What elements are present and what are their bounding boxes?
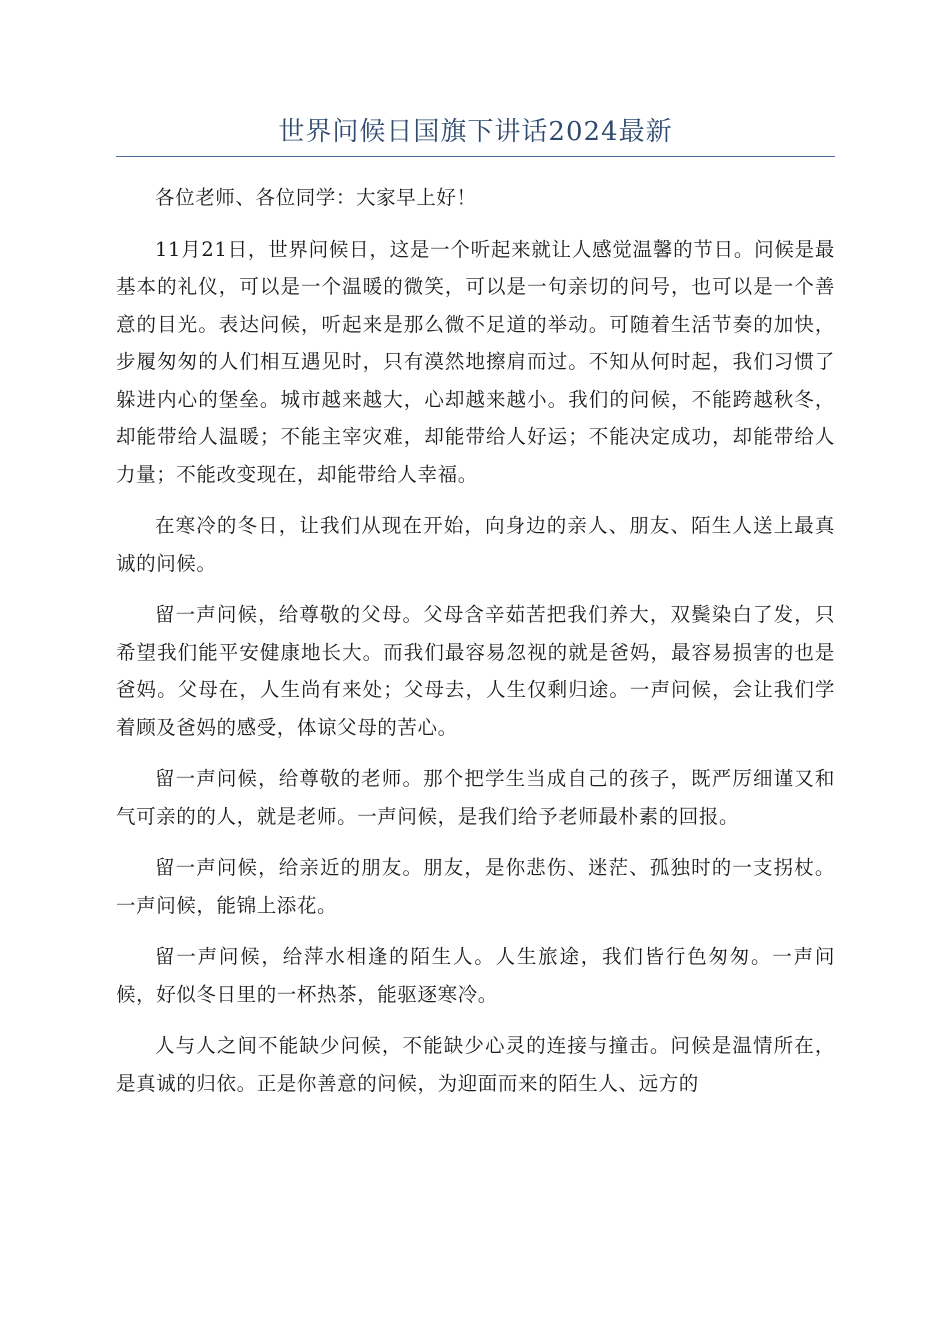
paragraph-greeting: 各位老师、各位同学：大家早上好！: [155, 186, 477, 209]
paragraph: 11月21日，世界问候日，这是一个听起来就让人感觉温馨的节日。问候是最基本的礼仪，可以是一个温暖的微笑，可以是一句亲切的问号，也可以是一个善意的目光。表达问候，听起来是那么微不足道的举动。可随着生活节奏的加快，步履匆匆的人们相互遇见时，只有漠然地擦肩而过。不知从何时起，我们习惯了躲进内心的堡垒。城市越来越大，心却越来越小。我们的问候，不能跨越秋冬，却能带给人温暖；不能主宰灾难，却能带给人好运；不能决定成功，却能带给人力量；不能改变现在，却能带给人幸福。: [116, 237, 835, 486]
paragraph: 留一声问候，给尊敬的父母。父母含辛茹苦把我们养大，双鬓染白了发，只希望我们能平安健康地长大。而我们最容易忽视的就是爸妈，最容易损害的也是爸妈。父母在，人生尚有来处；父母去，人生仅剩归途。一声问候，会让我们学着顾及爸妈的感受，体谅父母的苦心。: [116, 603, 835, 739]
document-body: [116, 179, 835, 1102]
paragraph: 人与人之间不能缺少问候，不能缺少心灵的连接与撞击。问候是温情所在，是真诚的归依。正是你善意的问候，为迎面而来的陌生人、远方的: [116, 1034, 835, 1095]
document-title: 世界问候日国旗下讲话2024最新: [278, 117, 673, 147]
paragraph: 在寒冷的冬日，让我们从现在开始，向身边的亲人、朋友、陌生人送上最真诚的问候。: [116, 514, 835, 575]
paragraph: 留一声问候，给尊敬的老师。那个把学生当成自己的孩子，既严厉细谨又和气可亲的的人，就是老师。一声问候，是我们给予老师最朴素的回报。: [116, 767, 835, 828]
paragraph: 留一声问候，给萍水相逢的陌生人。人生旅途，我们皆行色匆匆。一声问候，好似冬日里的一杯热茶，能驱逐寒冷。: [116, 945, 835, 1006]
title-underline: [116, 156, 835, 157]
paragraph: 留一声问候，给亲近的朋友。朋友，是你悲伤、迷茫、孤独时的一支拐杖。一声问候，能锦上添花。: [116, 856, 835, 917]
